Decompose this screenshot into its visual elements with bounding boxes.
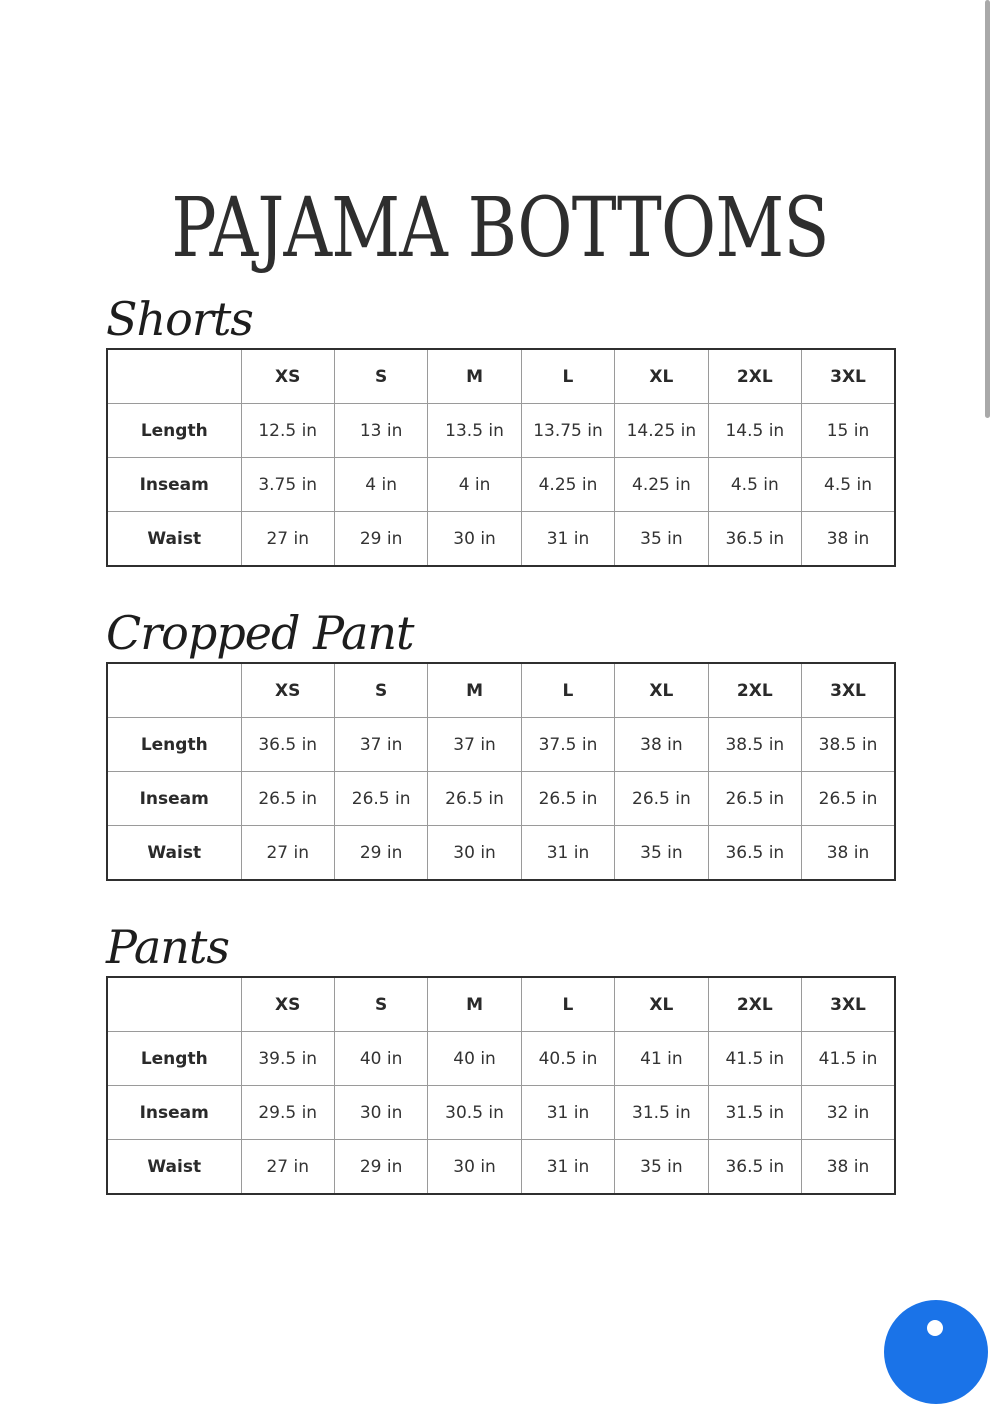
page-title: PAJAMA BOTTOMS bbox=[171, 181, 829, 276]
table-cell: 32 in bbox=[802, 1086, 895, 1140]
table-cell: 12.5 in bbox=[241, 404, 334, 458]
table-cell: 31.5 in bbox=[615, 1086, 708, 1140]
table-cell: 36.5 in bbox=[708, 512, 801, 567]
row-label: Waist bbox=[107, 512, 241, 567]
table-cell: 29 in bbox=[334, 1140, 427, 1195]
table-header-row bbox=[107, 977, 895, 1032]
table-cell: 38.5 in bbox=[802, 718, 895, 772]
table-cell: 3.75 in bbox=[241, 458, 334, 512]
shorts-size-table bbox=[106, 348, 896, 567]
table-cell: 4 in bbox=[334, 458, 427, 512]
table-cell: 29 in bbox=[334, 512, 427, 567]
table-row bbox=[107, 1086, 895, 1140]
table-row bbox=[107, 404, 895, 458]
table-cell: 31 in bbox=[521, 512, 614, 567]
table-cell: 36.5 in bbox=[241, 718, 334, 772]
row-label: Length bbox=[107, 718, 241, 772]
table-cell: 36.5 in bbox=[708, 1140, 801, 1195]
table-cell: 40 in bbox=[428, 1032, 521, 1086]
size-header: M bbox=[428, 977, 521, 1032]
size-header: XS bbox=[241, 977, 334, 1032]
table-cell: 40.5 in bbox=[521, 1032, 614, 1086]
table-cell: 13.5 in bbox=[428, 404, 521, 458]
table-cell: 26.5 in bbox=[708, 772, 801, 826]
row-label: Waist bbox=[107, 1140, 241, 1195]
table-row bbox=[107, 826, 895, 881]
table-cell: 37.5 in bbox=[521, 718, 614, 772]
row-label: Waist bbox=[107, 826, 241, 881]
table-cell: 38.5 in bbox=[708, 718, 801, 772]
table-cell: 26.5 in bbox=[802, 772, 895, 826]
table-cell: 26.5 in bbox=[521, 772, 614, 826]
table-header-row bbox=[107, 349, 895, 404]
table-cell: 31.5 in bbox=[708, 1086, 801, 1140]
table-cell: 35 in bbox=[615, 826, 708, 881]
table-corner-cell bbox=[107, 663, 241, 718]
size-header: 3XL bbox=[802, 663, 895, 718]
size-header: XL bbox=[615, 349, 708, 404]
table-row bbox=[107, 512, 895, 567]
row-label: Length bbox=[107, 1032, 241, 1086]
size-header: XL bbox=[615, 977, 708, 1032]
table-cell: 27 in bbox=[241, 512, 334, 567]
size-header: 3XL bbox=[802, 349, 895, 404]
size-header: S bbox=[334, 663, 427, 718]
table-row bbox=[107, 772, 895, 826]
pants-size-table bbox=[106, 976, 896, 1195]
table-cell: 30 in bbox=[428, 1140, 521, 1195]
section-title-cropped-pant: Cropped Pant bbox=[106, 606, 414, 660]
table-cell: 37 in bbox=[334, 718, 427, 772]
table-cell: 15 in bbox=[802, 404, 895, 458]
table-cell: 29.5 in bbox=[241, 1086, 334, 1140]
table-cell: 38 in bbox=[615, 718, 708, 772]
size-header: 2XL bbox=[708, 977, 801, 1032]
table-cell: 40 in bbox=[334, 1032, 427, 1086]
size-header: M bbox=[428, 349, 521, 404]
table-cell: 26.5 in bbox=[428, 772, 521, 826]
table-cell: 35 in bbox=[615, 1140, 708, 1195]
table-cell: 13 in bbox=[334, 404, 427, 458]
table-cell: 31 in bbox=[521, 1086, 614, 1140]
table-corner-cell bbox=[107, 977, 241, 1032]
table-cell: 31 in bbox=[521, 1140, 614, 1195]
table-cell: 4.25 in bbox=[521, 458, 614, 512]
table-cell: 26.5 in bbox=[615, 772, 708, 826]
size-header: 2XL bbox=[708, 663, 801, 718]
section-title-shorts: Shorts bbox=[106, 292, 253, 346]
size-header: L bbox=[521, 663, 614, 718]
table-cell: 27 in bbox=[241, 1140, 334, 1195]
table-cell: 4 in bbox=[428, 458, 521, 512]
table-row bbox=[107, 458, 895, 512]
cropped-pant-size-table bbox=[106, 662, 896, 881]
table-header-row bbox=[107, 663, 895, 718]
row-label: Inseam bbox=[107, 1086, 241, 1140]
table-cell: 30 in bbox=[334, 1086, 427, 1140]
help-button[interactable] bbox=[884, 1300, 988, 1404]
table-cell: 39.5 in bbox=[241, 1032, 334, 1086]
table-cell: 30.5 in bbox=[428, 1086, 521, 1140]
size-header: 3XL bbox=[802, 977, 895, 1032]
table-cell: 4.5 in bbox=[708, 458, 801, 512]
table-cell: 4.25 in bbox=[615, 458, 708, 512]
table-row bbox=[107, 718, 895, 772]
size-header: S bbox=[334, 977, 427, 1032]
table-cell: 41.5 in bbox=[802, 1032, 895, 1086]
table-cell: 27 in bbox=[241, 826, 334, 881]
section-title-pants: Pants bbox=[106, 920, 230, 974]
table-cell: 37 in bbox=[428, 718, 521, 772]
size-header: 2XL bbox=[708, 349, 801, 404]
table-row bbox=[107, 1032, 895, 1086]
table-row bbox=[107, 1140, 895, 1195]
table-cell: 26.5 in bbox=[241, 772, 334, 826]
row-label: Inseam bbox=[107, 458, 241, 512]
table-cell: 41 in bbox=[615, 1032, 708, 1086]
table-cell: 14.25 in bbox=[615, 404, 708, 458]
size-header: XL bbox=[615, 663, 708, 718]
help-icon bbox=[927, 1320, 943, 1336]
table-cell: 38 in bbox=[802, 826, 895, 881]
table-cell: 14.5 in bbox=[708, 404, 801, 458]
scrollbar[interactable] bbox=[985, 0, 990, 418]
table-cell: 30 in bbox=[428, 512, 521, 567]
row-label: Inseam bbox=[107, 772, 241, 826]
table-cell: 31 in bbox=[521, 826, 614, 881]
table-cell: 13.75 in bbox=[521, 404, 614, 458]
size-header: L bbox=[521, 349, 614, 404]
size-header: M bbox=[428, 663, 521, 718]
size-header: S bbox=[334, 349, 427, 404]
table-cell: 35 in bbox=[615, 512, 708, 567]
table-cell: 36.5 in bbox=[708, 826, 801, 881]
table-cell: 26.5 in bbox=[334, 772, 427, 826]
table-cell: 38 in bbox=[802, 1140, 895, 1195]
table-cell: 29 in bbox=[334, 826, 427, 881]
row-label: Length bbox=[107, 404, 241, 458]
table-cell: 38 in bbox=[802, 512, 895, 567]
table-cell: 30 in bbox=[428, 826, 521, 881]
size-header: XS bbox=[241, 349, 334, 404]
table-corner-cell bbox=[107, 349, 241, 404]
size-header: XS bbox=[241, 663, 334, 718]
table-cell: 41.5 in bbox=[708, 1032, 801, 1086]
size-header: L bbox=[521, 977, 614, 1032]
table-cell: 4.5 in bbox=[802, 458, 895, 512]
